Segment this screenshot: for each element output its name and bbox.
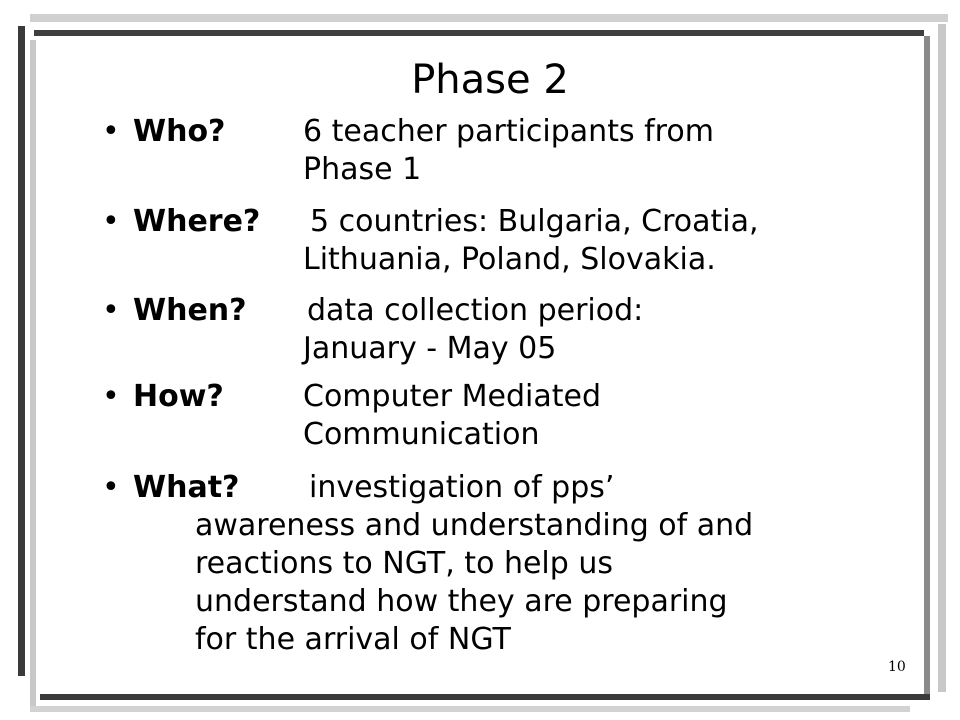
bullet-icon: • <box>102 204 120 239</box>
frame-left-dark <box>18 26 25 676</box>
item-label: What? <box>133 470 240 505</box>
bullet-icon: • <box>102 379 120 414</box>
item-label: Who? <box>133 114 226 149</box>
bullet-icon: • <box>102 293 120 328</box>
item-text-line: understand how they are preparing <box>195 584 728 619</box>
slide-title: Phase 2 <box>411 57 569 103</box>
frame-left-light <box>30 40 36 708</box>
bullet-icon: • <box>102 470 120 505</box>
item-text-line: Phase 1 <box>303 152 422 187</box>
item-text-line: awareness and understanding of and <box>195 508 754 543</box>
item-text-line: Lithuania, Poland, Slovakia. <box>303 242 716 277</box>
item-text-line: January - May 05 <box>303 331 557 366</box>
bullet-icon: • <box>102 114 120 149</box>
frame-top-light <box>30 14 948 22</box>
frame-bottom-light <box>30 706 910 712</box>
item-text-line: investigation of pps’ <box>309 470 615 505</box>
frame-right-light <box>938 24 946 692</box>
item-label: When? <box>133 293 247 328</box>
item-text-line: reactions to NGT, to help us <box>195 546 613 581</box>
frame-bottom-dark <box>40 694 930 700</box>
item-label: Where? <box>133 204 261 239</box>
item-text-line: for the arrival of NGT <box>195 622 511 657</box>
item-text-line: Communication <box>303 417 540 452</box>
item-text-line: 6 teacher participants from <box>303 114 714 149</box>
item-text-line: Computer Mediated <box>303 379 602 414</box>
item-text-line: data collection period: <box>307 293 644 328</box>
item-text-line: 5 countries: Bulgaria, Croatia, <box>310 204 759 239</box>
item-label: How? <box>133 379 224 414</box>
frame-top-dark <box>34 30 924 36</box>
frame-right-mid <box>924 36 930 696</box>
page-number: 10 <box>888 659 906 675</box>
